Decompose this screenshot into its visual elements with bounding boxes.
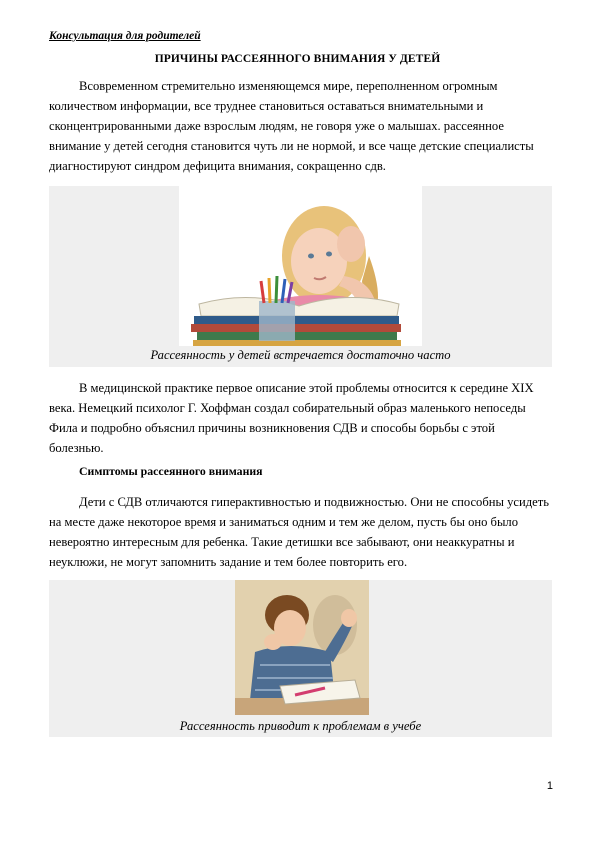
section-heading: Симптомы рассеянного внимания xyxy=(79,464,263,478)
symptoms-paragraph xyxy=(49,492,552,572)
girl-with-books-photo xyxy=(179,186,422,346)
boy-studying-photo xyxy=(235,580,369,715)
symptoms-text: Дети с СДВ отличаются гиперактивностью и подвижностью. Они не способны усидеть на месте даже некоторое время и заниматься одним и тем же делом, пусть бы оно было невероятно интересным для ребенка. Такие детишки все забывают, они неаккуратны и неуклюжи, не могут запомнить задание и тем более повторить его. xyxy=(49,495,549,569)
header-label: Консультация для родителей xyxy=(49,30,201,42)
history-text: В медицинской практике первое описание этой проблемы относится к середине XIX века. Немецкий психолог Г. Хоффман создал собирательный образ маленького непоседы Фила и подробно объяснил причины возникновения СДВ и способы борьбы с этой болезнью. xyxy=(49,381,534,455)
intro-paragraph xyxy=(49,76,552,176)
figure-girl-reading xyxy=(49,186,552,367)
history-paragraph xyxy=(49,378,552,458)
intro-text: Всовременном стремительно изменяющемся мире, переполненном огромным количеством информации, все труднее становиться оставаться внимательными и сконцентрированными даже взрослым людям, не говоря уже о малышах. рассеянное внимание у детей сегодня становится чуть ли не нормой, и все чаще детские специалисты диагностируют синдром дефицита внимания, сокращенно сдв. xyxy=(49,79,534,173)
figure-boy-at-desk xyxy=(49,580,552,737)
page-number: 1 xyxy=(546,780,553,792)
figure-caption: Рассеянность у детей встречается достаточно часто xyxy=(150,348,451,362)
figure-caption: Рассеянность приводит к проблемам в учебе xyxy=(179,719,422,733)
page-title: ПРИЧИНЫ РАССЕЯННОГО ВНИМАНИЯ У ДЕТЕЙ xyxy=(154,53,441,65)
